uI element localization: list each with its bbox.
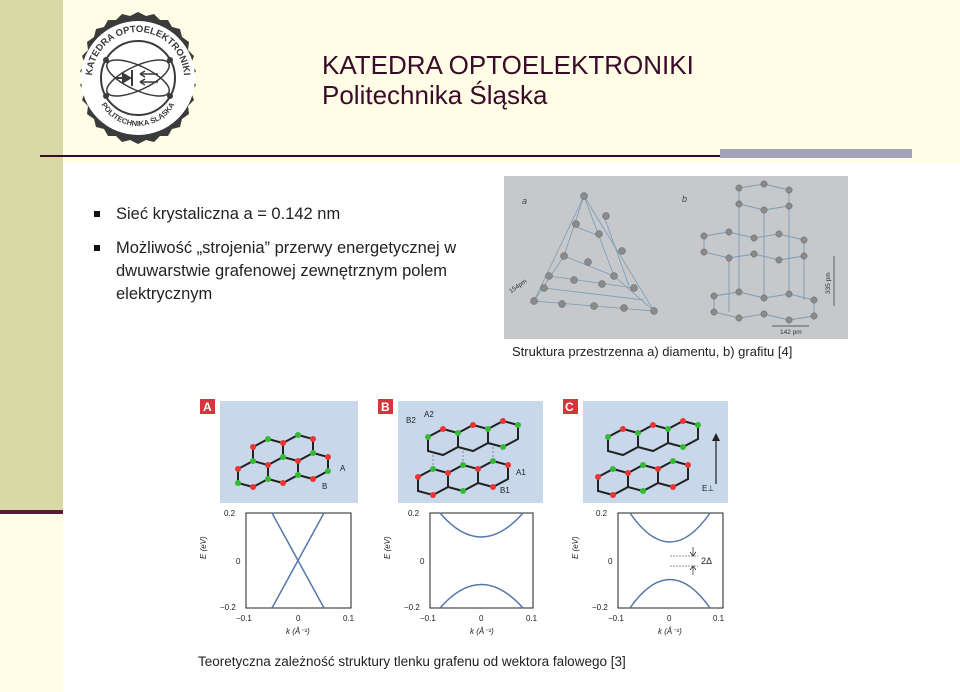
- bullet-item: Możliwość „strojenia” przerwy energetycznej w dwuwarstwie grafenowej zewnętrznym polem elektrycznym: [94, 237, 494, 306]
- svg-text:k (Å⁻¹): k (Å⁻¹): [658, 627, 682, 636]
- svg-text:0: 0: [236, 557, 241, 566]
- svg-text:−0.1: −0.1: [608, 614, 624, 623]
- svg-text:k (Å⁻¹): k (Å⁻¹): [470, 627, 494, 636]
- graphene-band-figure: [198, 399, 738, 664]
- crystal-structure-figure: [504, 176, 848, 339]
- dimension-154: 154pm: [508, 277, 529, 296]
- figure-label-b: b: [682, 194, 688, 204]
- svg-text:0: 0: [420, 557, 425, 566]
- bullet-square-icon: [94, 211, 100, 217]
- panel-a: [200, 399, 358, 503]
- university-logo-icon: [70, 10, 206, 146]
- title-line2: Politechnika Śląska: [322, 80, 548, 110]
- svg-text:E (eV): E (eV): [571, 536, 580, 559]
- svg-text:k (Å⁻¹): k (Å⁻¹): [286, 627, 310, 636]
- figure2-caption: Teoretyczna zależność struktury tlenku grafenu od wektora falowego [3]: [198, 654, 626, 669]
- svg-text:B1: B1: [500, 486, 510, 495]
- bullet-item: Sieć krystaliczna a = 0.142 nm: [94, 203, 494, 226]
- svg-text:0.2: 0.2: [408, 509, 420, 518]
- header-divider: [40, 155, 720, 157]
- svg-text:E (eV): E (eV): [383, 536, 392, 559]
- svg-text:0: 0: [667, 614, 672, 623]
- svg-text:−0.2: −0.2: [592, 603, 608, 612]
- svg-text:A: A: [203, 400, 212, 414]
- title-line1: KATEDRA OPTOELEKTRONIKI: [322, 50, 694, 80]
- bullet-list: [94, 203, 494, 317]
- panel-c: [563, 399, 728, 503]
- figure1-caption: Struktura przestrzenna a) diamentu, b) grafitu [4]: [512, 344, 793, 359]
- logo-top-text: KATEDRA OPTOELEKTRONIKI: [84, 23, 192, 76]
- dimension-142: 142 pm: [780, 329, 802, 336]
- svg-text:B: B: [381, 400, 390, 414]
- dimension-335: 335 pm: [825, 272, 832, 294]
- svg-text:0: 0: [479, 614, 484, 623]
- band-plot-c: [571, 509, 725, 636]
- svg-text:0: 0: [296, 614, 301, 623]
- svg-text:0.1: 0.1: [526, 614, 538, 623]
- svg-text:A2: A2: [424, 410, 434, 419]
- svg-text:B: B: [322, 482, 328, 491]
- logo-bottom-text: POLITECHNIKA ŚLĄSKA: [99, 100, 177, 129]
- svg-text:0.2: 0.2: [224, 509, 236, 518]
- svg-text:0.1: 0.1: [713, 614, 725, 623]
- svg-text:−0.1: −0.1: [236, 614, 252, 623]
- left-decor-line: [0, 510, 63, 514]
- bullet-square-icon: [94, 245, 100, 251]
- svg-text:E (eV): E (eV): [199, 536, 208, 559]
- svg-text:0.1: 0.1: [343, 614, 355, 623]
- svg-text:−0.2: −0.2: [404, 603, 420, 612]
- svg-text:B2: B2: [406, 416, 416, 425]
- svg-text:A1: A1: [516, 468, 526, 477]
- figure-label-a: a: [522, 196, 528, 206]
- slide-content: [63, 163, 960, 692]
- svg-text:A: A: [340, 464, 346, 473]
- svg-text:2Δ: 2Δ: [701, 556, 713, 566]
- band-plot-b: [383, 509, 538, 636]
- header-accent-bar: [720, 149, 912, 158]
- page-title: [322, 50, 694, 110]
- svg-text:C: C: [565, 400, 574, 414]
- svg-text:E⊥: E⊥: [702, 484, 715, 493]
- svg-text:−0.2: −0.2: [220, 603, 236, 612]
- left-decor-bar: [0, 0, 63, 510]
- panel-b: [378, 399, 543, 503]
- svg-text:0: 0: [608, 557, 613, 566]
- band-plot-a: [199, 509, 355, 636]
- svg-text:−0.1: −0.1: [420, 614, 436, 623]
- svg-text:0.2: 0.2: [596, 509, 608, 518]
